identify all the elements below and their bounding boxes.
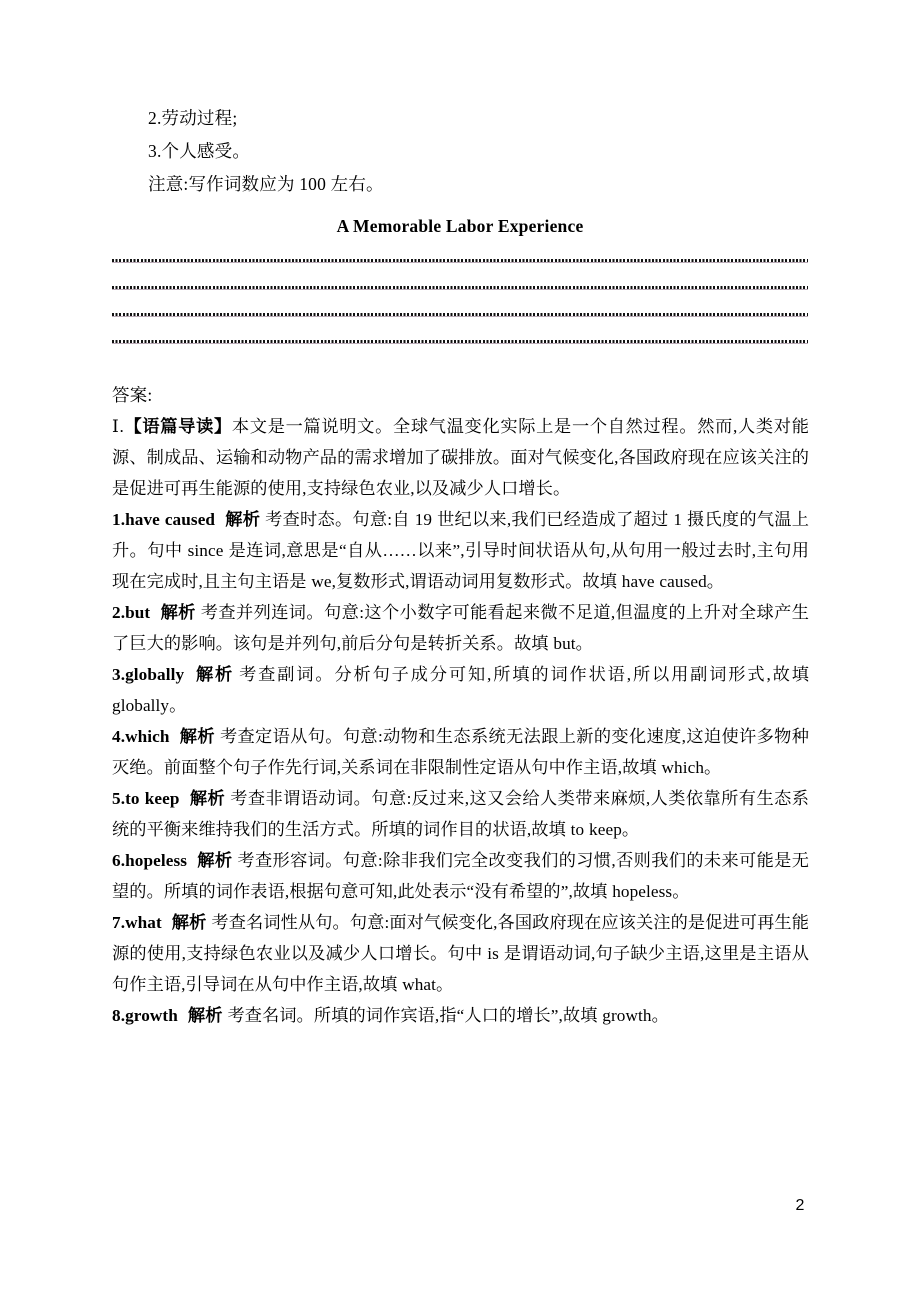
answer-item	[112, 721, 809, 783]
answer-item	[112, 907, 809, 1000]
passage-guide-text: 本文是一篇说明文。全球气温变化实际上是一个自然过程。然而,人类对能源、制成品、运输和动物产品的需求增加了碳排放。面对气候变化,各国政府现在应该关注的是促进可再生能源的使用,支持绿色农业,以及减少人口增长。	[112, 417, 809, 498]
answer-item-answer: growth	[125, 1006, 178, 1025]
writing-rule-row	[112, 340, 808, 367]
prompt-line: 3.个人感受。	[148, 141, 251, 161]
answer-item-explanation: 考查形容词。句意:除非我们完全改变我们的习惯,否则我们的未来可能是无望的。所填的词作表语,根据句意可知,此处表示“没有希望的”,故填 hopeless。	[112, 851, 809, 901]
answer-key-section	[112, 380, 809, 1031]
analysis-tag: 解析	[189, 789, 226, 808]
writing-rule-row	[112, 313, 808, 340]
answer-item-answer: to keep	[125, 789, 180, 808]
answer-item-explanation: 考查并列连词。句意:这个小数字可能看起来微不足道,但温度的上升对全球产生了巨大的影响。该句是并列句,前后分句是转折关系。故填 but。	[112, 603, 809, 653]
dotted-rule-line	[112, 340, 808, 344]
page-number: 2	[795, 1197, 805, 1214]
answer-item-answer: but	[125, 603, 151, 622]
dotted-rule-line	[112, 286, 808, 290]
prompt-line: 2.劳动过程;	[148, 108, 238, 128]
answer-item-number: 8.	[112, 1006, 126, 1025]
analysis-tag: 解析	[187, 1006, 223, 1025]
answer-item-answer: have caused	[125, 510, 216, 529]
passage-guide-number: Ⅰ.	[112, 417, 124, 436]
answer-item	[112, 597, 809, 659]
dotted-rule-line	[112, 259, 808, 263]
writing-rules	[112, 259, 808, 367]
answer-item-number: 2.	[112, 603, 126, 622]
answer-item-number: 1.	[112, 510, 126, 529]
answer-item-answer: globally	[125, 665, 185, 684]
answer-item-number: 4.	[112, 727, 126, 746]
answer-item-explanation: 考查定语从句。句意:动物和生态系统无法跟上新的变化速度,这迫使许多物种灭绝。前面整个句子作先行词,关系词在非限制性定语从句中作主语,故填 which。	[112, 727, 810, 777]
answer-item-number: 6.	[112, 851, 126, 870]
answer-item-answer: hopeless	[125, 851, 188, 870]
analysis-tag: 解析	[194, 665, 235, 684]
answer-item-number: 3.	[112, 665, 126, 684]
answer-item	[112, 504, 809, 597]
answer-key-heading: 答案:	[112, 385, 153, 405]
answer-item	[112, 659, 809, 721]
answer-item	[112, 845, 809, 907]
writing-prompt-block	[112, 102, 808, 201]
answer-item-number: 7.	[112, 913, 126, 932]
analysis-tag: 解析	[160, 603, 196, 622]
answer-item-explanation: 考查非谓语动词。句意:反过来,这又会给人类带来麻烦,人类依靠所有生态系统的平衡来维持我们的生活方式。所填的词作目的状语,故填 to keep。	[112, 789, 810, 839]
analysis-tag: 解析	[171, 913, 207, 932]
passage-guide-label: 【语篇导读】	[123, 417, 232, 436]
analysis-tag: 解析	[197, 851, 233, 870]
answer-item-explanation: 考查名词。所填的词作宾语,指“人口的增长”,故填 growth。	[227, 1006, 669, 1025]
analysis-tag: 解析	[179, 727, 215, 746]
answer-item	[112, 783, 809, 845]
prompt-note-line: 注意:写作词数应为 100 左右。	[148, 174, 384, 194]
analysis-tag: 解析	[225, 510, 261, 529]
dotted-rule-line	[112, 313, 808, 317]
answer-item-answer: which	[125, 727, 170, 746]
answer-item-explanation: 考查时态。句意:自 19 世纪以来,我们已经造成了超过 1 摄氏度的气温上升。句中 since 是连词,意思是“自从……以来”,引导时间状语从句,从句用一般过去时,主句用现在完成时,且主句主语是 we,复数形式,谓语动词用复数形式。故填 have caused。	[112, 510, 810, 591]
writing-rule-row	[112, 286, 808, 313]
writing-rule-row	[112, 259, 808, 286]
passage-guide-paragraph	[112, 411, 809, 504]
answer-item-number: 5.	[112, 789, 126, 808]
answer-item-explanation: 考查名词性从句。句意:面对气候变化,各国政府现在应该关注的是促进可再生能源的使用,支持绿色农业以及减少人口增长。句中 is 是谓语动词,句子缺少主语,这里是主语从句作主语,引导词在从句中作主语,故填 what。	[112, 913, 809, 994]
answer-item	[112, 1000, 809, 1031]
essay-title: A Memorable Labor Experience	[336, 216, 584, 236]
answer-item-explanation: 考查副词。分析句子成分可知,所填的词作状语,所以用副词形式,故填 globally。	[112, 665, 809, 715]
answer-item-answer: what	[125, 913, 162, 932]
